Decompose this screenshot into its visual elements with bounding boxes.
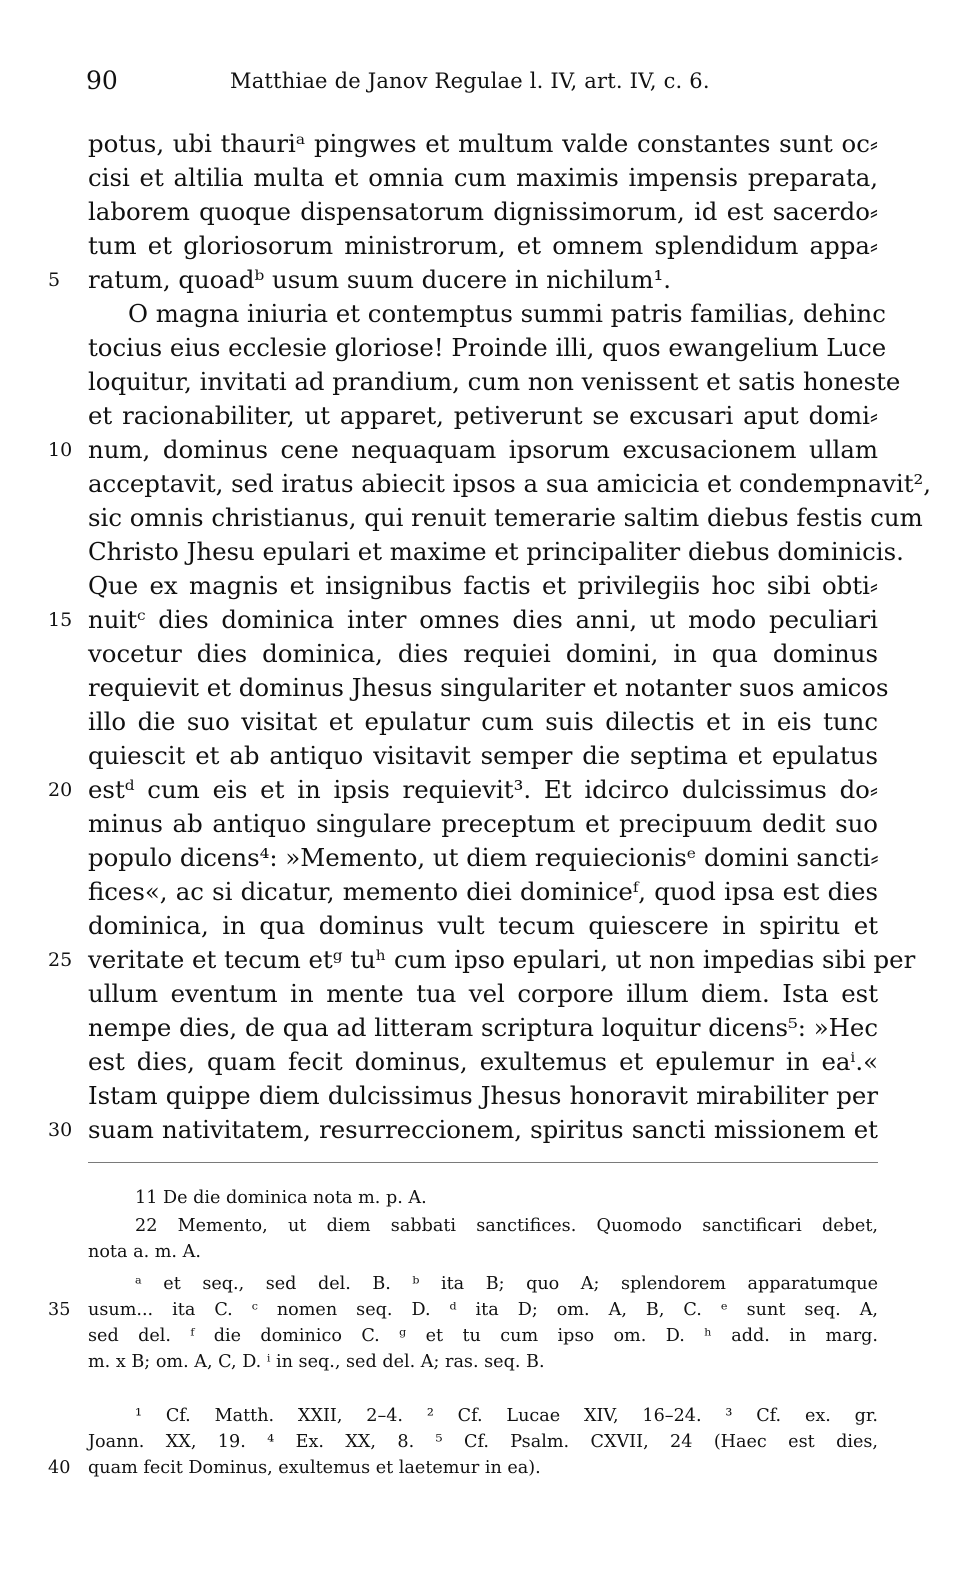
text-line: est dies, quam fecit dominus, exultemus et epulemur in eaⁱ.« bbox=[88, 1047, 878, 1076]
text-line: tum et gloriosorum ministrorum, et omnem splendidum appa⸗ bbox=[88, 231, 878, 260]
text-line: suam nativitatem, resurreccionem, spiritus sancti missionem et bbox=[88, 1115, 878, 1144]
line-number: 30 bbox=[48, 1119, 73, 1141]
text-line: O magna iniuria et contemptus summi patris familias, dehinc bbox=[128, 299, 886, 328]
line-number: 15 bbox=[48, 609, 73, 631]
marginal-note: 22 Memento, ut diem sabbati sanctifices. Quomodo sanctificari debet, bbox=[135, 1216, 878, 1236]
line-number: 10 bbox=[48, 439, 73, 461]
source-note: quam fecit Dominus, exultemus et laetemur in ea). bbox=[88, 1458, 541, 1478]
text-line: Christo Jhesu epulari et maxime et principaliter diebus dominicis. bbox=[88, 537, 904, 566]
text-line: fices«, ac si dicatur, memento diei dominiceᶠ, quod ipsa est dies bbox=[88, 877, 878, 906]
line-number: 20 bbox=[48, 779, 73, 801]
running-head: Matthiae de Janov Regulae l. IV, art. IV, c. 6. bbox=[230, 69, 710, 93]
text-line: sic omnis christianus, qui renuit temerarie saltim diebus festis cum bbox=[88, 503, 923, 532]
text-line: populo dicens⁴: »Memento, ut diem requiecionisᵉ domini sancti⸗ bbox=[88, 843, 879, 872]
apparatus-note: ᵃ et seq., sed del. B. ᵇ ita B; quo A; splendorem apparatumque bbox=[135, 1274, 878, 1294]
text-line: vocetur dies dominica, dies requiei domini, in qua dominus bbox=[88, 639, 878, 668]
text-line: Istam quippe diem dulcissimus Jhesus honoravit mirabiliter per bbox=[88, 1081, 878, 1110]
text-line: nuitᶜ dies dominica inter omnes dies anni, ut modo peculiari bbox=[88, 605, 878, 634]
text-line: requievit et dominus Jhesus singulariter et notanter suos amicos bbox=[88, 673, 889, 702]
page-header bbox=[80, 66, 880, 102]
text-line: num, dominus cene nequaquam ipsorum excusacionem ullam bbox=[88, 435, 878, 464]
text-line: et racionabiliter, ut apparet, petiverunt se excusari aput domi⸗ bbox=[88, 401, 878, 430]
text-line: minus ab antiquo singulare preceptum et precipuum dedit suo bbox=[88, 809, 878, 838]
text-line: cisi et altilia multa et omnia cum maximis impensis preparata, bbox=[88, 163, 878, 192]
page-number: 90 bbox=[86, 66, 118, 95]
line-number: 40 bbox=[48, 1458, 71, 1478]
text-line: ratum, quoadᵇ usum suum ducere in nichilum¹. bbox=[88, 265, 672, 294]
line-number: 35 bbox=[48, 1300, 71, 1320]
text-line: ullum eventum in mente tua vel corpore illum diem. Ista est bbox=[88, 979, 878, 1008]
text-line: estᵈ cum eis et in ipsis requievit³. Et idcirco dulcissimus do⸗ bbox=[88, 775, 878, 804]
text-line: laborem quoque dispensatorum dignissimorum, id est sacerdo⸗ bbox=[88, 197, 878, 226]
marginal-note: nota a. m. A. bbox=[88, 1242, 201, 1262]
text-line: quiescit et ab antiquo visitavit semper die septima et epulatus bbox=[88, 741, 878, 770]
text-line: potus, ubi thauriᵃ pingwes et multum valde constantes sunt oc⸗ bbox=[88, 129, 878, 158]
text-line: nempe dies, de qua ad litteram scriptura loquitur dicens⁵: »Hec bbox=[88, 1013, 879, 1042]
line-number: 25 bbox=[48, 949, 73, 971]
text-line: loquitur, invitati ad prandium, cum non venissent et satis honeste bbox=[88, 367, 901, 396]
line-number: 5 bbox=[48, 269, 61, 291]
text-line: acceptavit, sed iratus abiecit ipsos a sua amicicia et condempnavit², bbox=[88, 469, 932, 498]
text-line: illo die suo visitat et epulatur cum suis dilectis et in eis tunc bbox=[88, 707, 878, 736]
apparatus-note: m. x B; om. A, C, D. ⁱ in seq., sed del. A; ras. seq. B. bbox=[88, 1352, 545, 1372]
text-line: Que ex magnis et insignibus factis et privilegiis hoc sibi obti⸗ bbox=[88, 571, 878, 600]
source-note: ¹ Cf. Matth. XXII, 2–4. ² Cf. Lucae XIV, 16–24. ³ Cf. ex. gr. bbox=[135, 1406, 878, 1426]
apparatus-note: sed del. ᶠ die dominico C. ᵍ et tu cum ipso om. D. ʰ add. in marg. bbox=[88, 1326, 878, 1346]
apparatus-note: usum... ita C. ᶜ nomen seq. D. ᵈ ita D; om. A, B, C. ᵉ sunt seq. A, bbox=[88, 1300, 878, 1320]
text-line: tocius eius ecclesie gloriose! Proinde illi, quos ewangelium Luce bbox=[88, 333, 887, 362]
source-note: Joann. XX, 19. ⁴ Ex. XX, 8. ⁵ Cf. Psalm. CXVII, 24 (Haec est dies, bbox=[88, 1432, 878, 1452]
text-line: dominica, in qua dominus vult tecum quiescere in spiritu et bbox=[88, 911, 878, 940]
marginal-note: 11 De die dominica nota m. p. A. bbox=[135, 1188, 427, 1208]
text-line: veritate et tecum etᵍ tuʰ cum ipso epulari, ut non impedias sibi per bbox=[88, 945, 916, 974]
footnote-divider bbox=[88, 1162, 878, 1163]
